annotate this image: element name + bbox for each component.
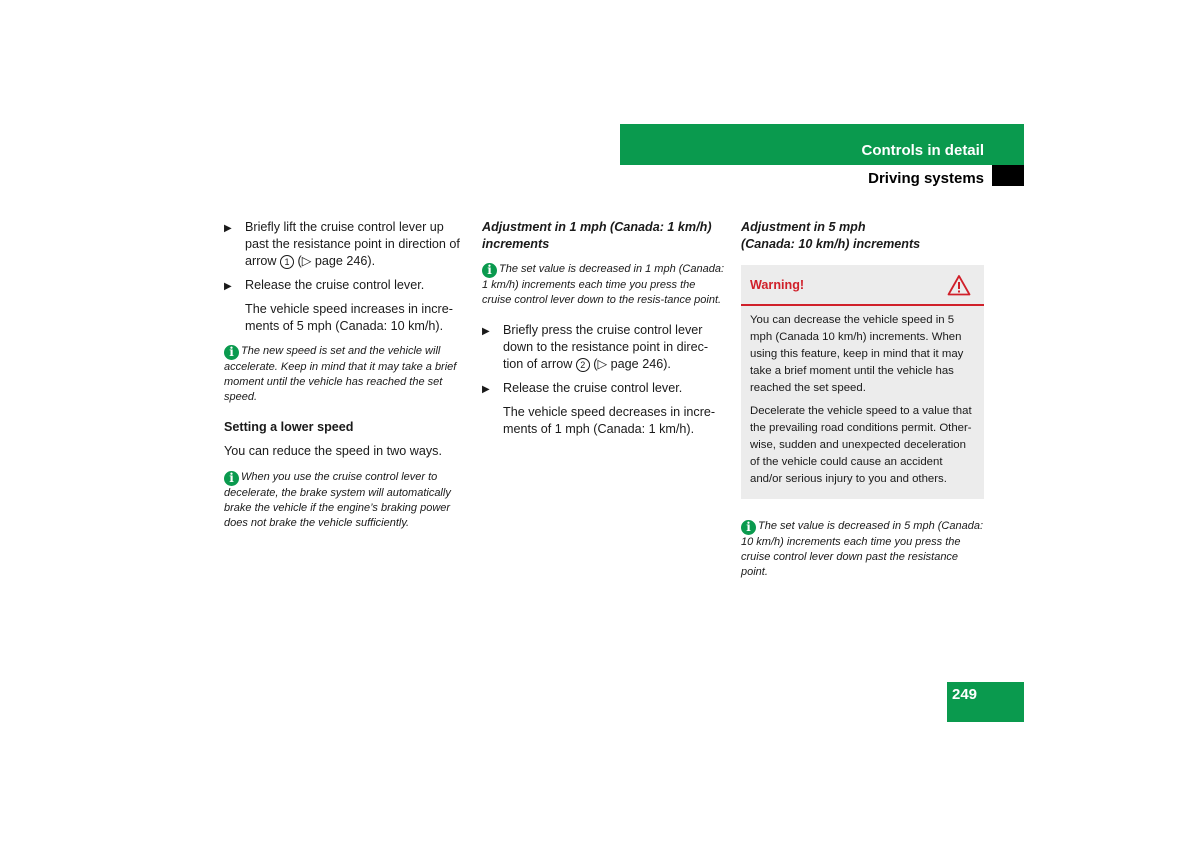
section-title: Controls in detail xyxy=(861,142,984,159)
play-arrow-icon: ▶ xyxy=(482,384,490,395)
column-1 xyxy=(224,219,468,545)
play-arrow-icon: ▶ xyxy=(224,281,232,292)
arrow-number-badge: 1 xyxy=(280,255,294,269)
play-arrow-icon: ▶ xyxy=(482,326,490,337)
subsection-title: Driving systems xyxy=(868,170,984,187)
info-note: i When you use the cruise control lever to decelerate, the brake system will automatically brake the vehicle if the engine’s braking power does not brake the vehicle sufficiently. xyxy=(224,471,451,529)
column-3 xyxy=(741,219,985,594)
warning-header xyxy=(741,265,984,306)
page-reference-link[interactable]: (▷ page 246). xyxy=(593,357,671,371)
info-icon: i xyxy=(224,471,239,486)
arrow-number-badge: 2 xyxy=(576,358,590,372)
info-icon: i xyxy=(482,263,497,278)
column-2 xyxy=(482,219,726,447)
page-reference-link[interactable]: (▷ page 246). xyxy=(297,254,376,268)
warning-paragraph: You can decrease the vehicle speed in 5 mph (Canada 10 km/h) increments. When using this feature, keep in mind that it may take a brief moment until the vehicle has reached the set speed. xyxy=(750,314,964,394)
warning-title: Warning! xyxy=(750,278,805,292)
info-note: i The set value is decreased in 1 mph (Canada: 1 km/h) increments each time you press the cruise control lever down to the resis-tance point. xyxy=(482,263,725,306)
step-result: The vehicle speed increases in incre-ments of 5 mph (Canada: 10 km/h). xyxy=(245,302,453,333)
heading-lower-speed: Setting a lower speed xyxy=(224,420,354,434)
info-icon: i xyxy=(224,345,239,360)
step-release-lever: ▶ Release the cruise control lever. xyxy=(224,277,468,294)
heading-5mph: Adjustment in 5 mph (Canada: 10 km/h) increments xyxy=(741,220,921,251)
info-note: i The set value is decreased in 5 mph (Canada: 10 km/h) increments each time you press the cruise control lever down past the resistance point. xyxy=(741,520,984,578)
step-lift-lever: ▶ Briefly lift the cruise control lever up past the resistance point in direction of arrow 1 (▷ page 246). xyxy=(224,220,460,268)
warning-paragraph: Decelerate the vehicle speed to a value that the prevailing road conditions permit. Other-wise, sudden and unexpected deceleration of the vehicle could cause an accident and/or serious injury to you and others. xyxy=(750,405,972,485)
heading-1mph: Adjustment in 1 mph (Canada: 1 km/h) increments xyxy=(482,220,712,251)
paragraph: You can reduce the speed in two ways. xyxy=(224,444,442,458)
warning-box xyxy=(741,265,984,499)
step-press-lever: ▶ Briefly press the cruise control lever down to the resistance point in direc-tion of arrow 2 (▷ page 246). xyxy=(482,323,709,371)
page-number: 249 xyxy=(952,686,978,703)
section-marker xyxy=(992,165,1024,186)
info-icon: i xyxy=(741,520,756,535)
step-release-lever: ▶ Release the cruise control lever. xyxy=(482,380,726,397)
info-note: i The new speed is set and the vehicle will accelerate. Keep in mind that it may take a brief moment until the vehicle has reached the set speed. xyxy=(224,345,457,403)
step-result: The vehicle speed decreases in incre-ments of 1 mph (Canada: 1 km/h). xyxy=(503,405,716,436)
warning-triangle-icon xyxy=(947,274,971,301)
warning-body xyxy=(741,306,984,499)
play-arrow-icon: ▶ xyxy=(224,223,232,234)
